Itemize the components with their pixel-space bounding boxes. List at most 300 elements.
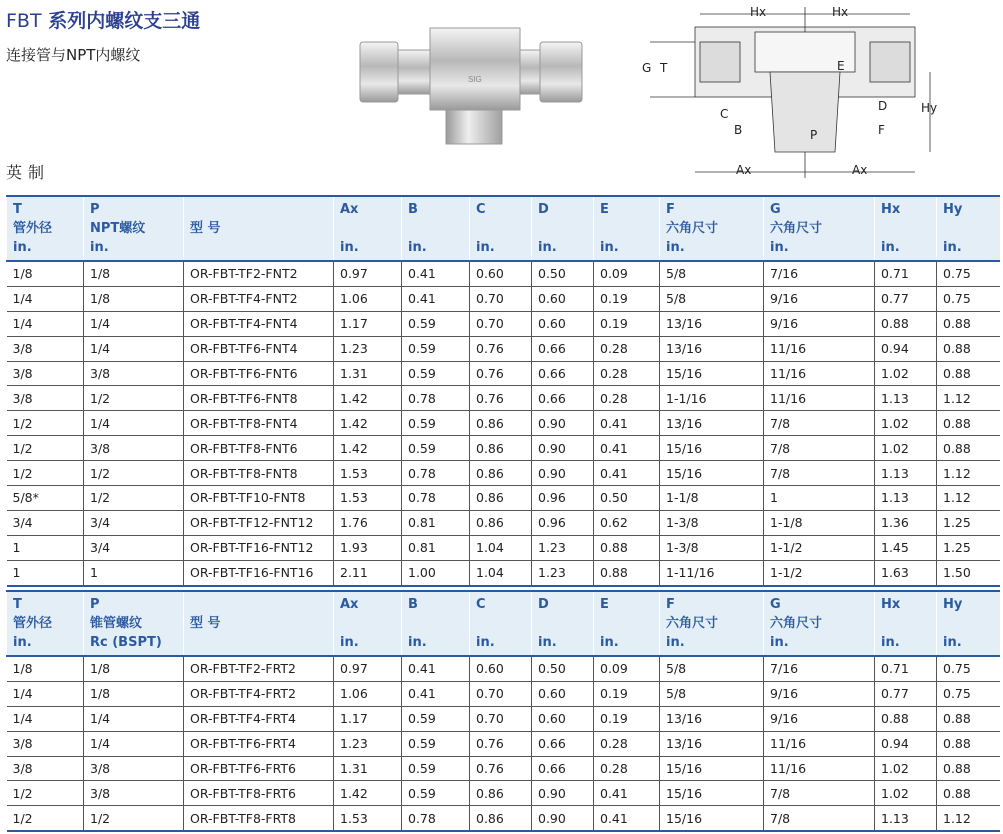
table-cell: 0.59: [402, 361, 470, 386]
table-cell: 0.70: [470, 311, 532, 336]
header-line: B: [408, 202, 418, 217]
table-cell: 5/8*: [7, 486, 84, 511]
header-line: [943, 219, 994, 238]
table-cell: OR-FBT-TF8-FNT8: [184, 461, 334, 486]
header-line: in.: [666, 635, 685, 650]
table-cell: 13/16: [660, 731, 764, 756]
header-line: in.: [408, 635, 427, 650]
label-t: T: [660, 61, 668, 75]
table-cell: 1.00: [402, 560, 470, 585]
table-cell: OR-FBT-TF6-FRT4: [184, 731, 334, 756]
column-header: [594, 196, 660, 261]
label-ax-left: Ax: [736, 163, 752, 177]
table-cell: 0.41: [594, 461, 660, 486]
header-line: [408, 614, 463, 633]
label-hy: Hy: [921, 101, 938, 115]
header-line: [340, 219, 395, 238]
table-cell: 0.59: [402, 706, 470, 731]
header-line: 六角尺寸: [666, 221, 719, 236]
table-cell: 1/8: [84, 681, 184, 706]
table-cell: 1/8: [84, 656, 184, 681]
table-cell: 0.75: [937, 681, 1000, 706]
table-cell: 0.75: [937, 656, 1000, 681]
header-line: G: [770, 597, 781, 612]
table-cell: 0.88: [875, 311, 937, 336]
table-cell: 0.97: [334, 261, 402, 286]
table-cell: 1.23: [334, 731, 402, 756]
table-cell: 1.53: [334, 486, 402, 511]
table-cell: 3/8: [7, 386, 84, 411]
table-cell: 7/16: [764, 261, 875, 286]
table-row: [7, 656, 1000, 681]
label-c: C: [720, 107, 729, 121]
header-line: in.: [90, 240, 109, 255]
table-cell: OR-FBT-TF2-FRT2: [184, 656, 334, 681]
table-cell: 5/8: [660, 656, 764, 681]
header-line: [476, 614, 525, 633]
table-cell: 1/2: [84, 461, 184, 486]
column-header: [532, 591, 594, 656]
table-cell: 0.97: [334, 656, 402, 681]
header-line: P: [90, 597, 100, 612]
table-cell: 7/8: [764, 781, 875, 806]
header-line: in.: [943, 240, 962, 255]
table-cell: 0.86: [470, 806, 532, 831]
table-cell: 0.41: [594, 781, 660, 806]
table-cell: 0.50: [532, 656, 594, 681]
table-row: [7, 681, 1000, 706]
table-row: [7, 806, 1000, 831]
table-cell: 7/8: [764, 806, 875, 831]
table-cell: 7/16: [764, 656, 875, 681]
table-cell: 1.17: [334, 706, 402, 731]
table-cell: 0.41: [594, 436, 660, 461]
table-cell: 15/16: [660, 756, 764, 781]
header-line: B: [408, 597, 418, 612]
header-line: [476, 219, 525, 238]
table-row: [7, 560, 1000, 585]
table-cell: 0.86: [470, 510, 532, 535]
table-cell: 1.13: [875, 461, 937, 486]
table-cell: 0.76: [470, 336, 532, 361]
table-cell: 0.90: [532, 806, 594, 831]
table-cell: 3/8: [7, 731, 84, 756]
photo-stamp: SIG: [468, 75, 482, 84]
table-cell: 1/2: [7, 806, 84, 831]
table-cell: 1.06: [334, 286, 402, 311]
table-cell: 1.02: [875, 411, 937, 436]
table-cell: 13/16: [660, 706, 764, 731]
table-cell: 0.66: [532, 731, 594, 756]
table-cell: 1: [84, 560, 184, 585]
table-cell: 1/4: [7, 706, 84, 731]
table-cell: 1/4: [84, 311, 184, 336]
header-line: [600, 219, 653, 238]
header-line: [600, 614, 653, 633]
table-cell: 1/4: [84, 706, 184, 731]
table-cell: 1.42: [334, 781, 402, 806]
table-row: [7, 731, 1000, 756]
table-cell: 1.50: [937, 560, 1000, 585]
page-subtitle: 连接管与NPT内螺纹: [6, 46, 141, 64]
header-line: in.: [770, 635, 789, 650]
table-cell: OR-FBT-TF8-FNT4: [184, 411, 334, 436]
column-header: [84, 591, 184, 656]
header-line: 管外径: [13, 616, 53, 631]
header-line: [190, 238, 327, 257]
table-cell: 0.88: [937, 311, 1000, 336]
table-cell: 1.63: [875, 560, 937, 585]
table-cell: 0.41: [594, 806, 660, 831]
table-cell: OR-FBT-TF4-FRT4: [184, 706, 334, 731]
table-cell: 1-3/8: [660, 535, 764, 560]
table-cell: 1.42: [334, 436, 402, 461]
table-cell: 1.31: [334, 756, 402, 781]
column-header: [470, 591, 532, 656]
label-e: E: [837, 59, 845, 73]
table-cell: 0.78: [402, 386, 470, 411]
table-cell: 0.90: [532, 781, 594, 806]
table-cell: 1.53: [334, 461, 402, 486]
header-line: 六角尺寸: [770, 616, 823, 631]
column-header: [660, 196, 764, 261]
table-cell: 0.59: [402, 411, 470, 436]
header-line: Hx: [881, 597, 901, 612]
column-header: [532, 196, 594, 261]
table-cell: 0.70: [470, 286, 532, 311]
header-line: [943, 614, 994, 633]
table-cell: 13/16: [660, 336, 764, 361]
table-cell: 0.66: [532, 361, 594, 386]
label-ax-right: Ax: [852, 163, 868, 177]
table-cell: 0.78: [402, 806, 470, 831]
table-cell: 0.59: [402, 311, 470, 336]
table-cell: 3/8: [84, 756, 184, 781]
column-header: [764, 196, 875, 261]
header-line: Hy: [943, 202, 963, 217]
column-header: [594, 591, 660, 656]
table-cell: 0.66: [532, 386, 594, 411]
column-header: [937, 591, 1000, 656]
table-cell: 0.50: [594, 486, 660, 511]
column-header: [334, 196, 402, 261]
table-cell: 1/4: [84, 731, 184, 756]
table-cell: 15/16: [660, 436, 764, 461]
column-header: [402, 196, 470, 261]
table-cell: OR-FBT-TF8-FNT6: [184, 436, 334, 461]
header-line: D: [538, 597, 549, 612]
header-line: T: [13, 597, 22, 612]
table-cell: 0.96: [532, 510, 594, 535]
header-line: in.: [476, 240, 495, 255]
table-cell: 3/8: [7, 756, 84, 781]
table-cell: 0.59: [402, 781, 470, 806]
table-row: [7, 286, 1000, 311]
table-cell: 5/8: [660, 261, 764, 286]
table-cell: 5/8: [660, 286, 764, 311]
table-cell: 1.04: [470, 560, 532, 585]
product-photo: [358, 20, 598, 150]
header-line: in.: [770, 240, 789, 255]
table-cell: 1.93: [334, 535, 402, 560]
table-cell: OR-FBT-TF4-FRT2: [184, 681, 334, 706]
table-cell: 1.25: [937, 510, 1000, 535]
table-cell: 0.41: [402, 681, 470, 706]
table-row: [7, 311, 1000, 336]
title-abbr: FBT: [6, 10, 42, 32]
table-cell: 1.12: [937, 461, 1000, 486]
table-cell: 0.86: [470, 486, 532, 511]
column-header: [334, 591, 402, 656]
table-cell: 1.42: [334, 386, 402, 411]
label-g: G: [642, 61, 652, 75]
table-cell: 0.86: [470, 461, 532, 486]
table-cell: 0.96: [532, 486, 594, 511]
header-line: Rc (BSPT): [90, 635, 162, 650]
header-line: 型 号: [190, 616, 221, 631]
header-line: F: [666, 597, 675, 612]
header-line: C: [476, 202, 486, 217]
table-cell: OR-FBT-TF16-FNT16: [184, 560, 334, 585]
table-cell: 0.28: [594, 386, 660, 411]
table-cell: 0.90: [532, 436, 594, 461]
table-cell: 3/4: [84, 535, 184, 560]
table-cell: 0.90: [532, 411, 594, 436]
table-cell: 1/8: [84, 261, 184, 286]
table-cell: 1.13: [875, 486, 937, 511]
column-header: [7, 196, 84, 261]
table-cell: 1.02: [875, 436, 937, 461]
table-cell: OR-FBT-TF6-FNT4: [184, 336, 334, 361]
table-cell: 0.66: [532, 756, 594, 781]
table-cell: 1.23: [532, 535, 594, 560]
table-cell: 11/16: [764, 361, 875, 386]
table-cell: 1.13: [875, 386, 937, 411]
table-cell: 0.71: [875, 261, 937, 286]
table-cell: 0.09: [594, 261, 660, 286]
column-header: [875, 196, 937, 261]
column-header: [660, 591, 764, 656]
table-cell: OR-FBT-TF10-FNT8: [184, 486, 334, 511]
header-line: [340, 614, 395, 633]
table-cell: 15/16: [660, 361, 764, 386]
header-line: in.: [600, 635, 619, 650]
header-line: D: [538, 202, 549, 217]
table-cell: 0.77: [875, 286, 937, 311]
table-cell: 5/8: [660, 681, 764, 706]
table-cell: 13/16: [660, 411, 764, 436]
table-cell: 1/4: [7, 286, 84, 311]
dimension-drawing: [640, 2, 940, 180]
table-cell: 1/4: [84, 336, 184, 361]
table-cell: 0.28: [594, 336, 660, 361]
table-cell: 3/8: [84, 436, 184, 461]
table-cell: 1.76: [334, 510, 402, 535]
table-row: [7, 756, 1000, 781]
table-cell: 0.76: [470, 731, 532, 756]
table-cell: 3/8: [84, 361, 184, 386]
table-cell: 0.86: [470, 411, 532, 436]
header-line: P: [90, 202, 100, 217]
column-header: [84, 196, 184, 261]
table-cell: 1.23: [532, 560, 594, 585]
table-cell: 0.90: [532, 461, 594, 486]
column-header: [184, 591, 334, 656]
table-cell: 0.88: [937, 436, 1000, 461]
table-cell: 11/16: [764, 386, 875, 411]
table-row: [7, 436, 1000, 461]
table-cell: 1-1/8: [660, 486, 764, 511]
table-cell: 0.60: [532, 681, 594, 706]
table-cell: 0.66: [532, 336, 594, 361]
table-cell: 15/16: [660, 461, 764, 486]
table-cell: 0.86: [470, 436, 532, 461]
table-cell: 1/2: [7, 461, 84, 486]
table-cell: 11/16: [764, 336, 875, 361]
table-cell: 0.88: [937, 336, 1000, 361]
table-cell: 0.28: [594, 731, 660, 756]
header-line: in.: [538, 635, 557, 650]
header-line: 六角尺寸: [666, 616, 719, 631]
table-cell: 3/8: [7, 361, 84, 386]
table-row: [7, 461, 1000, 486]
header-line: in.: [666, 240, 685, 255]
header-line: in.: [943, 635, 962, 650]
table-cell: 0.19: [594, 681, 660, 706]
column-header: [184, 196, 334, 261]
header-line: Ax: [340, 202, 359, 217]
table-cell: 1-3/8: [660, 510, 764, 535]
table-cell: 0.41: [402, 656, 470, 681]
table-cell: 1.12: [937, 806, 1000, 831]
header-line: in.: [13, 635, 32, 650]
table-cell: 0.62: [594, 510, 660, 535]
table-cell: 1.42: [334, 411, 402, 436]
table-cell: 1: [764, 486, 875, 511]
table-cell: 1.02: [875, 756, 937, 781]
table-cell: 0.78: [402, 486, 470, 511]
table-cell: 0.50: [532, 261, 594, 286]
table-row: [7, 706, 1000, 731]
table-cell: 1/8: [84, 286, 184, 311]
table-cell: 0.81: [402, 535, 470, 560]
table-cell: 0.88: [937, 781, 1000, 806]
header-line: E: [600, 202, 609, 217]
npt-spec-table: [6, 195, 1000, 587]
table-cell: 0.88: [937, 731, 1000, 756]
table-cell: 9/16: [764, 311, 875, 336]
table-cell: 3/4: [84, 510, 184, 535]
table-cell: 0.60: [532, 311, 594, 336]
header-line: in.: [340, 240, 359, 255]
table-cell: 11/16: [764, 756, 875, 781]
table-row: [7, 411, 1000, 436]
header-line: [190, 633, 327, 652]
table-cell: 9/16: [764, 286, 875, 311]
table-cell: 1/2: [84, 486, 184, 511]
table-cell: 0.88: [875, 706, 937, 731]
table-cell: 0.41: [402, 261, 470, 286]
table-cell: 1-1/8: [764, 510, 875, 535]
table-cell: 0.77: [875, 681, 937, 706]
header-line: G: [770, 202, 781, 217]
header-line: in.: [538, 240, 557, 255]
table-cell: 1.25: [937, 535, 1000, 560]
table-cell: 0.88: [937, 756, 1000, 781]
table-cell: 1.17: [334, 311, 402, 336]
table-cell: 1.45: [875, 535, 937, 560]
column-header: [875, 591, 937, 656]
table-cell: 0.86: [470, 781, 532, 806]
label-b: B: [734, 123, 743, 137]
table-cell: 1/8: [7, 656, 84, 681]
table-cell: OR-FBT-TF6-FNT6: [184, 361, 334, 386]
table-cell: 1-1/16: [660, 386, 764, 411]
table-cell: 1/2: [7, 411, 84, 436]
table-cell: 0.71: [875, 656, 937, 681]
table-row: [7, 535, 1000, 560]
table-cell: 0.94: [875, 336, 937, 361]
table-cell: OR-FBT-TF6-FRT6: [184, 756, 334, 781]
table-cell: 15/16: [660, 781, 764, 806]
table-cell: 0.60: [470, 656, 532, 681]
table-row: [7, 510, 1000, 535]
table-cell: 13/16: [660, 311, 764, 336]
header-line: [190, 200, 327, 219]
section-label: 英制: [6, 163, 51, 182]
page-title: [6, 6, 200, 33]
table-cell: OR-FBT-TF4-FNT4: [184, 311, 334, 336]
label-hx-right: Hx: [832, 5, 849, 19]
table-cell: 0.41: [594, 411, 660, 436]
table-cell: 0.59: [402, 336, 470, 361]
table-cell: 11/16: [764, 731, 875, 756]
table-cell: 1/2: [7, 781, 84, 806]
table-cell: 0.88: [937, 706, 1000, 731]
table-cell: 1: [7, 535, 84, 560]
table-cell: 3/4: [7, 510, 84, 535]
table-cell: 1.23: [334, 336, 402, 361]
table-cell: 1-11/16: [660, 560, 764, 585]
header-line: E: [600, 597, 609, 612]
table-cell: 1.12: [937, 386, 1000, 411]
table-cell: 1.06: [334, 681, 402, 706]
bspt-spec-table: [6, 590, 1000, 832]
header-line: T: [13, 202, 22, 217]
table-cell: 7/8: [764, 461, 875, 486]
table-cell: 1/2: [84, 386, 184, 411]
table-row: [7, 336, 1000, 361]
table-row: [7, 781, 1000, 806]
table-row: [7, 361, 1000, 386]
table-cell: 1.02: [875, 781, 937, 806]
table-cell: 0.19: [594, 286, 660, 311]
header-line: 型 号: [190, 221, 221, 236]
table-cell: 1.12: [937, 486, 1000, 511]
header-line: Ax: [340, 597, 359, 612]
table-cell: 0.28: [594, 756, 660, 781]
table-cell: 1/4: [7, 311, 84, 336]
header-line: in.: [13, 240, 32, 255]
table-cell: 1: [7, 560, 84, 585]
header-line: 六角尺寸: [770, 221, 823, 236]
table-cell: 0.70: [470, 681, 532, 706]
table-cell: 0.60: [532, 706, 594, 731]
table-cell: 0.60: [470, 261, 532, 286]
column-header: [470, 196, 532, 261]
table-cell: 0.70: [470, 706, 532, 731]
table-cell: 1-1/2: [764, 560, 875, 585]
